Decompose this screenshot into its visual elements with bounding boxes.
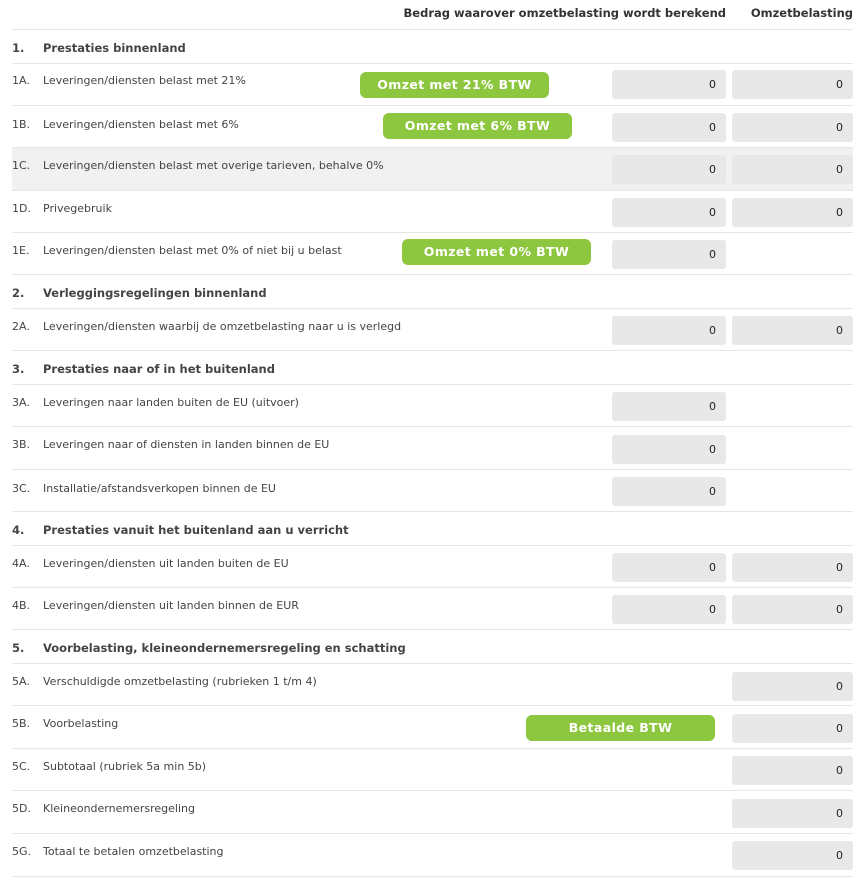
- field-3a-amount[interactable]: 0: [612, 392, 726, 421]
- row-code: 5G.: [12, 845, 32, 858]
- annotation-turnover-6: Omzet met 6% BTW: [383, 113, 572, 139]
- row-3c: [12, 469, 853, 512]
- section-title: Voorbelasting, kleineondernemersregeling en schatting: [43, 641, 406, 655]
- section-title: Prestaties naar of in het buitenland: [43, 362, 275, 376]
- row-code: 3B.: [12, 438, 31, 451]
- tax-column-header: Omzetbelasting: [750, 6, 853, 20]
- row-code: 1A.: [12, 74, 30, 87]
- field-4b-amount[interactable]: 0: [612, 595, 726, 624]
- section-title: Prestaties vanuit het buitenland aan u verricht: [43, 523, 349, 537]
- row-label: Leveringen/diensten waarbij de omzetbelasting naar u is verlegd: [43, 320, 402, 333]
- field-4a-tax[interactable]: 0: [732, 553, 853, 582]
- field-5a-tax[interactable]: 0: [732, 672, 853, 701]
- annotation-turnover-21: Omzet met 21% BTW: [360, 72, 549, 98]
- field-4a-amount[interactable]: 0: [612, 553, 726, 582]
- row-2a: [12, 308, 853, 351]
- field-1d-tax[interactable]: 0: [732, 198, 853, 227]
- row-label: Leveringen/diensten belast met 0% of niet bij u belast: [43, 244, 342, 257]
- row-code: 5D.: [12, 802, 31, 815]
- field-1e-amount[interactable]: 0: [612, 240, 726, 269]
- section-3-header: [12, 350, 853, 385]
- row-1c: [12, 147, 853, 191]
- row-code: 2A.: [12, 320, 30, 333]
- row-code: 5A.: [12, 675, 30, 688]
- section-code: 1.: [12, 41, 25, 55]
- section-title: Prestaties binnenland: [43, 41, 186, 55]
- field-1c-amount[interactable]: 0: [612, 155, 726, 184]
- section-code: 3.: [12, 362, 25, 376]
- field-1d-amount[interactable]: 0: [612, 198, 726, 227]
- row-label: Leveringen naar of diensten in landen binnen de EU: [43, 438, 330, 451]
- section-code: 4.: [12, 523, 25, 537]
- section-4-header: [12, 511, 853, 546]
- field-1c-tax[interactable]: 0: [732, 155, 853, 184]
- amount-column-header: Bedrag waarover omzetbelasting wordt berekend: [403, 6, 726, 20]
- row-5d: [12, 790, 853, 834]
- row-code: 3C.: [12, 482, 31, 495]
- row-label: Leveringen/diensten belast met 6%: [43, 118, 239, 131]
- section-5-header: [12, 629, 853, 664]
- row-label: Kleineondernemersregeling: [43, 802, 195, 815]
- row-1d: [12, 190, 853, 233]
- field-1a-tax[interactable]: 0: [732, 70, 853, 99]
- annotation-turnover-0: Omzet met 0% BTW: [402, 239, 591, 265]
- row-3a: [12, 384, 853, 427]
- row-code: 5B.: [12, 717, 31, 730]
- field-5b-tax[interactable]: 0: [732, 714, 853, 743]
- row-label: Totaal te betalen omzetbelasting: [43, 845, 224, 858]
- field-5c-tax[interactable]: 0: [732, 756, 853, 785]
- row-label: Leveringen naar landen buiten de EU (uitvoer): [43, 396, 299, 409]
- row-label: Subtotaal (rubriek 5a min 5b): [43, 760, 207, 773]
- row-code: 3A.: [12, 396, 30, 409]
- row-label: Leveringen/diensten belast met overige tarieven, behalve 0%: [43, 159, 384, 172]
- row-3b: [12, 426, 853, 470]
- row-5b: [12, 705, 853, 749]
- row-code: 1D.: [12, 202, 31, 215]
- section-2-header: [12, 274, 853, 309]
- field-2a-tax[interactable]: 0: [732, 316, 853, 345]
- row-code: 1E.: [12, 244, 30, 257]
- field-1b-tax[interactable]: 0: [732, 113, 853, 142]
- row-5g: [12, 833, 853, 877]
- annotation-paid-vat: Betaalde BTW: [526, 715, 715, 741]
- field-3c-amount[interactable]: 0: [612, 477, 726, 506]
- field-5d-tax[interactable]: 0: [732, 799, 853, 828]
- row-5a: [12, 663, 853, 706]
- field-5g-tax[interactable]: 0: [732, 841, 853, 870]
- row-label: Leveringen/diensten uit landen binnen de EUR: [43, 599, 299, 612]
- row-label: Verschuldigde omzetbelasting (rubrieken 1 t/m 4): [43, 675, 317, 688]
- row-code: 5C.: [12, 760, 31, 773]
- row-label: Installatie/afstandsverkopen binnen de EU: [43, 482, 276, 495]
- field-1b-amount[interactable]: 0: [612, 113, 726, 142]
- row-code: 4B.: [12, 599, 31, 612]
- row-code: 1C.: [12, 159, 31, 172]
- row-code: 1B.: [12, 118, 31, 131]
- field-4b-tax[interactable]: 0: [732, 595, 853, 624]
- row-label: Privegebruik: [43, 202, 112, 215]
- row-label: Leveringen/diensten uit landen buiten de EU: [43, 557, 289, 570]
- row-4b: [12, 587, 853, 630]
- row-5c: [12, 748, 853, 791]
- row-code: 4A.: [12, 557, 30, 570]
- row-label: Voorbelasting: [43, 717, 119, 730]
- section-title: Verleggingsregelingen binnenland: [43, 286, 267, 300]
- section-code: 5.: [12, 641, 25, 655]
- section-1-header: [12, 29, 853, 63]
- section-code: 2.: [12, 286, 25, 300]
- row-4a: [12, 545, 853, 588]
- row-label: Leveringen/diensten belast met 21%: [43, 74, 246, 87]
- field-3b-amount[interactable]: 0: [612, 435, 726, 464]
- field-1a-amount[interactable]: 0: [612, 70, 726, 99]
- field-2a-amount[interactable]: 0: [612, 316, 726, 345]
